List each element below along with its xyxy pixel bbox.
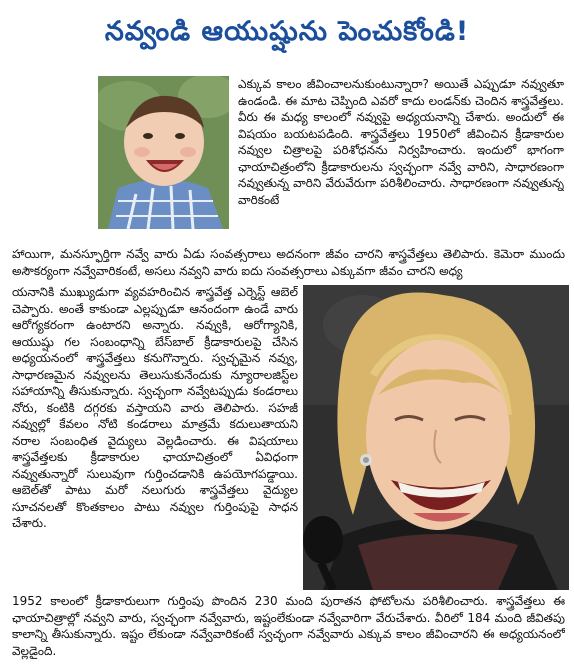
article-paragraph-middle: హాయిగా, మనస్ఫూర్తిగా నవ్వే వారు ఏడు సంవత్సరాలు అదనంగా జీవం చారని శాస్త్రవేత్తలు తెలిపారు. కెమెరా ముందు అసౌకర్యంగా నవ్వేవారికంటే, అసలు నవ్వని వారు ఐదు సంవత్సరాలు ఎక్కువగా జీవం చారని అధ్య: [12, 247, 565, 278]
baby-photo-illustration: [98, 76, 229, 229]
laughing-woman-photo: [303, 285, 569, 590]
laughing-baby-photo: [98, 76, 229, 229]
article-paragraph-left-column: యనానికి ముఖ్యుడుగా వ్యవహరించిన శాస్త్రవేత్త ఎర్నెస్ట్ ఆబెల్ చెప్పారు. అంతే కాకుండా ఎల్లప్పుడూ ఆనందంగా ఉండే వారు ఆరోగ్యకరంగా ఉంటారని అన్నారు. నవ్వుకి, ఆరోగ్యానికి, ఆయుష్షు గల సంబంధాన్ని బేస్‌బాల్ క్రీడాకారులపై చేసిన అధ్యయనంలో శాస్త్రవేత్తలు కనుగొన్నారు. స్వచ్ఛమైన నవ్వు, సాధారణమైన నవ్వులను తెలుసుకునేందుకు న్యూరాలజిస్ట్‌ల సహాయాన్ని తీసుకున్నారు. స్వచ్ఛంగా నవ్వేటప్పుడు కండరాలు నోరు, కంటికి దగ్గరకు వస్తాయని వారు తెలిపారు. సహజీ నవ్వుల్లో కేవలం నోటి కండరాలు మాత్రమే కదులుతాయని నరాల సంబంధిత వైద్యులు వెల్లడించారు. ఈ విషయాలు శాస్త్రవేత్తలకు క్రీడాకారుల ఛాయాచిత్రంలో ఏవిధంగా నవ్వుతున్నారో సులువుగా గుర్తించడానికి ఉపయోగపడ్డాయి. ఆబెల్‌తో పాటు మరో నలుగురు శాస్త్రవేత్తలు వైద్యుల సూచనలతో కొంతకాలం పాటు నవ్వుల గుర్తింపుపై సాధన చేశారు.: [12, 285, 298, 530]
article-paragraph-intro: ఎక్కువ కాలం జీవించాలనుకుంటున్నారా? అయితే ఎప్పుడూ నవ్వుతూ ఉండండి. ఈ మాట చెప్పింది ఎవరో కాదు లండన్‌కు చెందిన శాస్త్రవేత్తలు. వీరు ఈ మధ్య కాలంలో నవ్వుపై అధ్యయనాన్ని చేశారు. అందులో ఈ విషయం బయటపడింది. శాస్త్రవేత్తలు 1950లో జీవించిన క్రీడాకారుల నవ్వుల చిత్రాలపై పరిశోధనను నిర్వహించారు. ఇందులో భాగంగా ఛాయాచిత్రంలోని క్రీడాకారులను స్వచ్ఛంగా నవ్వే వారిని, సాధారణంగా నవ్వుతున్న వారిని వేరువేరుగా పరిశీలించారు. సాధారణంగా నవ్వుతున్న వారికంటే: [238, 77, 564, 207]
woman-photo-illustration: [303, 285, 569, 590]
article-headline: నవ్వండి ఆయుష్షును పెంచుకోండి!: [104, 16, 470, 47]
article-paragraph-bottom: 1952 కాలంలో క్రీడాకారులుగా గుర్తింపు పొందిన 230 మంది పురాతన ఫోటోలను పరిశీలించారు. శాస్త్రవేత్తలు ఈ ఛాయాచిత్రాల్లో నవ్వని వారు, స్వచ్ఛంగా నవ్వేవారు, ఇష్టంలేకుండా నవ్వేవారిగా వేరుచేశారు. వీరిలో 184 మంది జీవితపు కాలాన్ని తీసుకున్నారు. ఇష్టం లేకుండా నవ్వేవారికంటే స్వచ్ఛంగా నవ్వేవారు ఎక్కువ కాలం జీవించారని ఈ అధ్యయనంలో వెల్లడైంది.: [12, 594, 565, 658]
